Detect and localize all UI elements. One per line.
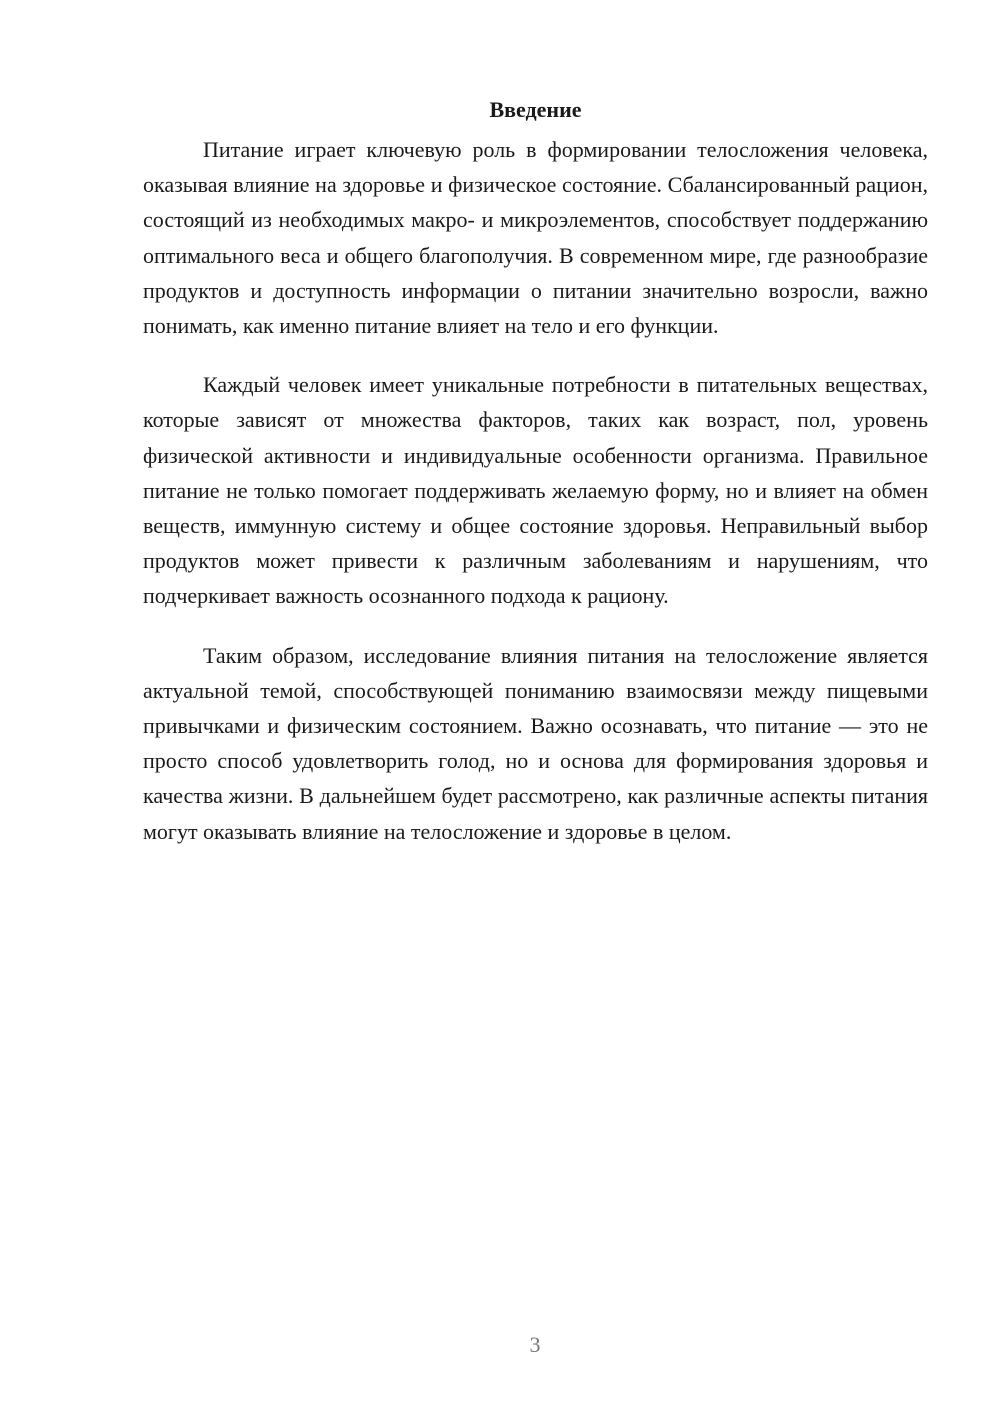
paragraph-3: Таким образом, исследование влияния питания на телосложение является актуальной темой, способствующей пониманию взаимосвязи между пищевыми привычками и физическим состоянием. Важно осознавать, что питание — это не просто способ удовлетворить голод, но и основа для формирования здоровья и качества жизни. В дальнейшем будет рассмотрено, как различные аспекты питания могут оказывать влияние на телосложение и здоровье в целом. [143, 642, 928, 844]
document-page [143, 92, 928, 873]
section-title: Введение [489, 97, 582, 122]
paragraph-1: Питание играет ключевую роль в формировании телосложения человека, оказывая влияние на здоровье и физическое состояние. Сбалансированный рацион, состоящий из необходимых макро- и микроэлементов, способствует поддержанию оптимального веса и общего благополучия. В современном мире, где разнообразие продуктов и доступность информации о питании значительно возросли, важно понимать, как именно питание влияет на тело и его функции. [143, 137, 928, 339]
paragraph-2: Каждый человек имеет уникальные потребности в питательных веществах, которые зависят от множества факторов, таких как возраст, пол, уровень физической активности и индивидуальные особенности организма. Правильное питание не только помогает поддерживать желаемую форму, но и влияет на обмен веществ, иммунную систему и общее состояние здоровья. Неправильный выбор продуктов может привести к различным заболеваниям и нарушениям, что подчеркивает важность осознанного подхода к рациону. [143, 372, 928, 609]
page-number: 3 [529, 1332, 541, 1357]
